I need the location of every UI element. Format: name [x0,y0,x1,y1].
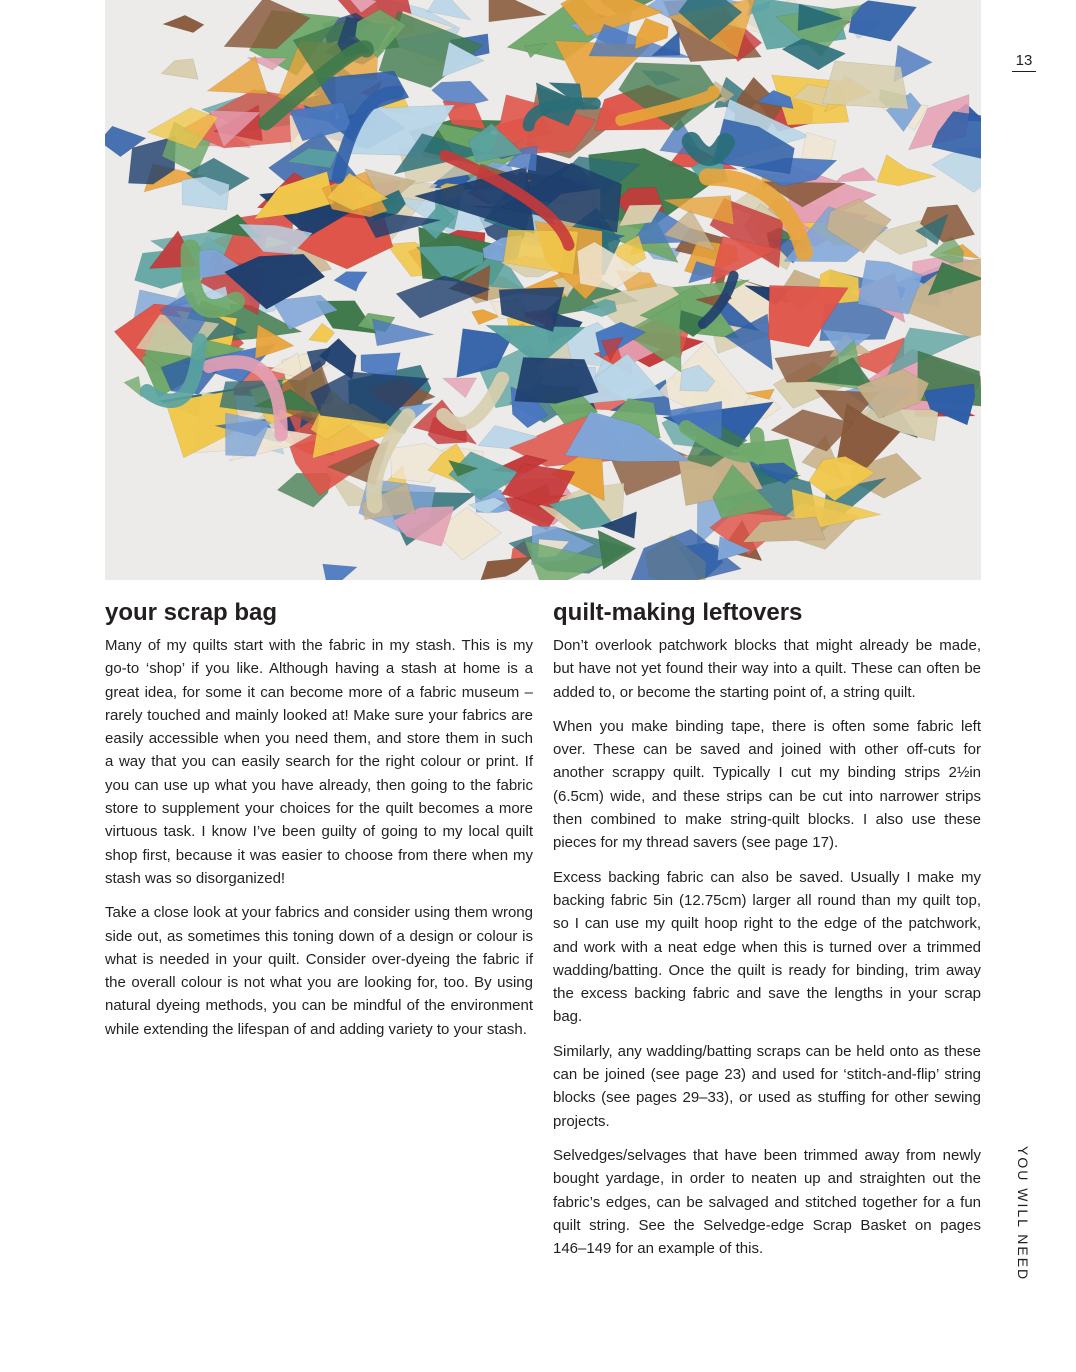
fabric-scrap [334,272,367,292]
paragraph: Don’t overlook patchwork blocks that might already be made, but have not yet found their way into a quilt. These can often be added to, or become the starting point of, a string quilt. [553,637,981,701]
page-number: 13 [1012,52,1036,72]
fabric-scrap [489,0,547,22]
right-column [553,598,981,1271]
fabric-scrap [124,376,142,397]
heading-scrap-bag: your scrap bag [105,599,278,626]
fabric-scrap [309,323,335,342]
fabric-scrap [481,557,533,580]
paragraph: Excess backing fabric can also be saved. Usually I make my backing fabric 5in (12.75cm) larger all round than my quilt top, so I can use my quilt hoop right to the edge of the patchwork, and work with a neat edge when this is turned over a trimmed wadding/batting. Once the quilt is ready for binding, trim away the excess backing fabric and save the lengths in your scrap bag. [553,868,981,1026]
fabric-scrap [163,15,204,32]
paragraph: Many of my quilts start with the fabric in my stash. This is my go-to ‘shop’ if you like. Although having a stash at home is a great idea, for some it can become more of a fabric museum – rarely touched and mainly looked at! Make sure your fabrics are easily accessible when you need them, and store them in such a way that you can easily search for the right colour or print. If you can use up what you have already, then going to the fabric store to supplement your choices for the quilt becomes a more virtuous task. I know I’ve been guilty of going to my local quilt shop first, because it was easier to choose from there when my stash was so disorganized! [105,637,533,887]
fabric-scraps-illustration [105,0,981,580]
fabric-strip [691,142,725,157]
fabric-scrap [372,319,434,346]
fabric-scrap [443,378,477,398]
paragraph: Take a close look at your fabrics and consider using them wrong side out, as sometimes this toning down of a design or colour is what is needed in your quilt. Consider over-dyeing the fabric if the overall colour is not what you are looking for, too. By using natural dyeing methods, you can be mindful of the environment while extending the lifespan of and adding variety to your stash. [105,904,533,1038]
fabric-scrap [323,564,358,580]
paragraph: When you make binding tape, there is often some fabric left over. These can be saved and joined with other off-cuts for another scrappy quilt. Typically I cut my binding strips 2½in (6.5cm) wide, and these strips can be cut into narrower strips then combined to make string-quilt blocks. I also use these pieces for my thread savers (see page 17). [553,717,981,852]
fabric-scrap [877,155,936,186]
paragraph: Similarly, any wadding/batting scraps can be held onto as these can be joined (see page 23) and used for ‘stitch-and-flip’ string blocks (see pages 29–33), or used as stuffing for other sewing projects. [553,1042,981,1130]
scrap-pile-photo [105,0,981,580]
section-label: YOU WILL NEED [1015,1146,1031,1282]
fabric-scrap [836,168,876,182]
left-column [105,598,533,1052]
paragraph: Selvedges/selvages that have been trimmed away from newly bought yardage, in order to neaten up and straighten out the fabric’s edges, can be salvaged and stitched together for a fun quilt string. See the Selvedge-edge Scrap Basket on pages 146–149 for an example of this. [553,1146,981,1258]
fabric-scrap [822,61,908,109]
fabric-scrap [161,59,198,80]
heading-quilt-making-leftovers: quilt-making leftovers [553,599,803,626]
